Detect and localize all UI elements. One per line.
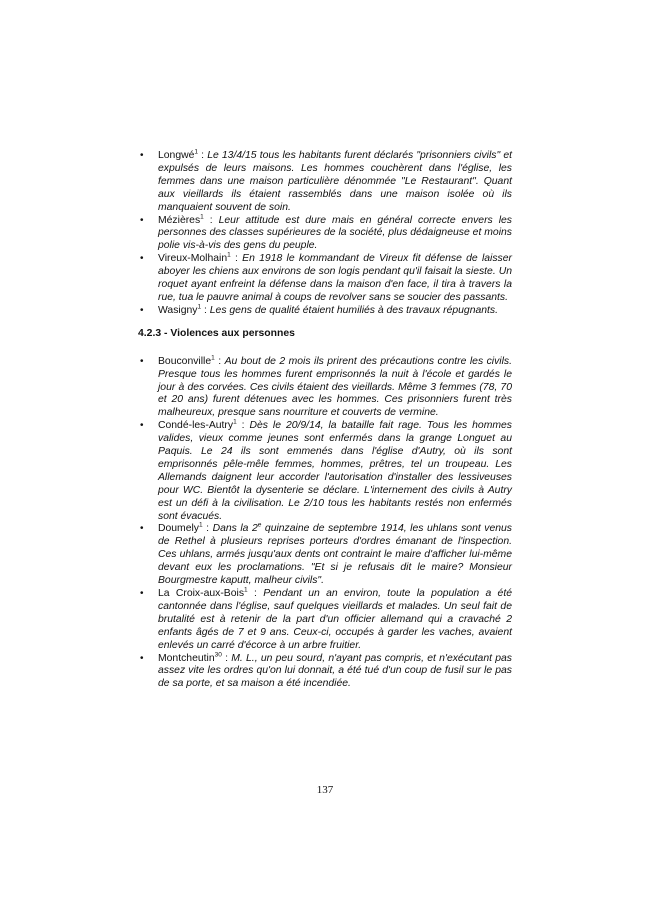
footnote-ref: 30 [214, 651, 222, 659]
ordinal-suffix: e [257, 522, 262, 529]
separator: : [203, 214, 219, 226]
bullet-icon: • [140, 420, 144, 432]
separator: : [236, 420, 250, 432]
footnote-ref: 1 [233, 418, 237, 426]
place-name: Condé-les-Autry [158, 420, 234, 432]
separator: : [230, 253, 243, 265]
section-heading: 4.2.3 - Violences aux personnes [138, 327, 295, 339]
place-name: La Croix-aux-Bois [158, 588, 245, 599]
bullet-list-violences [138, 356, 512, 692]
place-name: Vireux-Molhain [158, 253, 228, 265]
separator: : [214, 355, 225, 367]
place-name: Mézières [158, 214, 201, 226]
footnote-ref: 1 [197, 303, 202, 311]
entry-text: quinzaine de septembre 1914, les uhlans sont venus de Rethel à plusieurs reprises porteurs d'ordres émanant de l'inspection. Ces uhlans, armés jusqu'aux dents ont contraint le maire d'afficher lui-même devant eux les proclamations. "Et si je refusais dit le maire? Monsieur Bourgmestre kaputt, malheur civils". [158, 523, 513, 587]
place-name: Longwé [158, 150, 195, 161]
entry-text: M. L., un peu sourd, n'ayant pas compris, et n'exécutant pas assez vite les ordres qu'on lui donnait, a été tué d'un coup de fusil sur le pas de sa porte, et sa maison a été incendiée. [158, 652, 512, 690]
bullet-icon: • [140, 150, 144, 161]
footnote-ref: 1 [211, 354, 215, 362]
list-item [138, 420, 512, 523]
page-content [138, 150, 512, 691]
bullet-icon: • [140, 588, 144, 599]
list-item [138, 305, 512, 318]
separator: : [198, 150, 208, 161]
list-item [138, 150, 512, 215]
list-item [138, 588, 512, 653]
place-name: Bouconville [158, 355, 212, 367]
separator: : [201, 304, 210, 316]
entry-text: Au bout de 2 mois ils prirent des précautions contre les civils. Presque tous les hommes furent emprisonnés la nuit à l'école et gardés le jour à des corvées. Ces civils étaient des vieillards. Même 3 femmes (78, 70 et 20 ans) furent détenues avec les hommes. Ces prisonniers furent très malheureux, presque sans nourriture et couverts de vermine. [158, 355, 512, 419]
entry-text: Dès le 20/9/14, la bataille fait rage. Tous les hommes valides, vieux comme jeunes sont enfermés dans la grange Longuet au Paquis. Le 24 ils sont emmenés dans l'église d'Autry, où ils sont emprisonnés pêle-mêle femmes, hommes, prêtres, tel un troupeau. Les Allemands daignent leur accorder l'autorisation d'installer des lessiveuses pour WC. Bientôt la dysenterie se déclare. L'internement des civils à Autry est un défi à la civilisation. Le 2/10 tous les habitants restés non enfermés sont évacués. [158, 420, 512, 522]
separator: : [221, 652, 232, 664]
footnote-ref: 1 [244, 586, 248, 594]
entry-text: Le 13/4/15 tous les habitants furent déclarés "prisonniers civils" et expulsés de leurs maisons. Les hommes couchèrent dans l'église, les femmes dans une maison particulière dénommée "Le Restaurant". Quant aux vieillards ils étaient rassemblés dans une maison isolée où ils manquaient souvent de soin. [158, 150, 512, 213]
separator: : [202, 523, 213, 535]
list-item [138, 523, 512, 588]
list-item [138, 253, 512, 305]
entry-text: En 1918 le kommandant de Vireux fit défense de laisser aboyer les chiens aux environs de son logis pendant qu'il faisait la sieste. Un roquet ayant enfreint la défense dans la maison d'en face, il tira à travers la rue, tua le pauvre animal à coups de revolver sans se soucier des passants. [158, 253, 512, 303]
bullet-icon: • [140, 523, 144, 535]
separator: : [247, 588, 264, 599]
bullet-icon: • [140, 253, 144, 265]
bullet-icon: • [140, 355, 144, 367]
bullet-icon: • [140, 652, 144, 664]
footnote-ref: 1 [200, 213, 204, 221]
footnote-ref: 1 [194, 148, 199, 156]
footnote-ref: 1 [199, 522, 203, 529]
entry-text: Leur attitude est dure mais en général correcte envers les personnes des classes supérieures de la société, plus dédaigneuse et moins polie vis-à-vis des gens du peuple. [158, 214, 512, 252]
place-name: Doumely [158, 523, 199, 535]
bullet-icon: • [140, 214, 144, 226]
list-item [138, 215, 512, 254]
list-item [138, 356, 512, 421]
bullet-icon: • [140, 304, 144, 316]
entry-text: Les gens de qualité étaient humiliés à des travaux répugnants. [209, 304, 499, 316]
entry-text-before: Dans la 2 [212, 523, 258, 535]
footnote-ref: 1 [227, 251, 231, 259]
page-number: 137 [316, 784, 334, 796]
place-name: Montcheutin [158, 652, 215, 664]
list-item [138, 653, 512, 692]
place-name: Wasigny [158, 304, 198, 316]
bullet-list-occupation [138, 150, 512, 318]
entry-text: Pendant un an environ, toute la population a été cantonnée dans l'église, sauf quelques vieillards et malades. Un seul fait de brutalité est à retenir de la part d'un officier allemand qui a cravaché 2 enfants âgés de 7 et 9 ans. Ceux-ci, occupés à garder les vaches, avaient enlevés un carré d'écorce à un arbre fruitier. [158, 588, 513, 651]
